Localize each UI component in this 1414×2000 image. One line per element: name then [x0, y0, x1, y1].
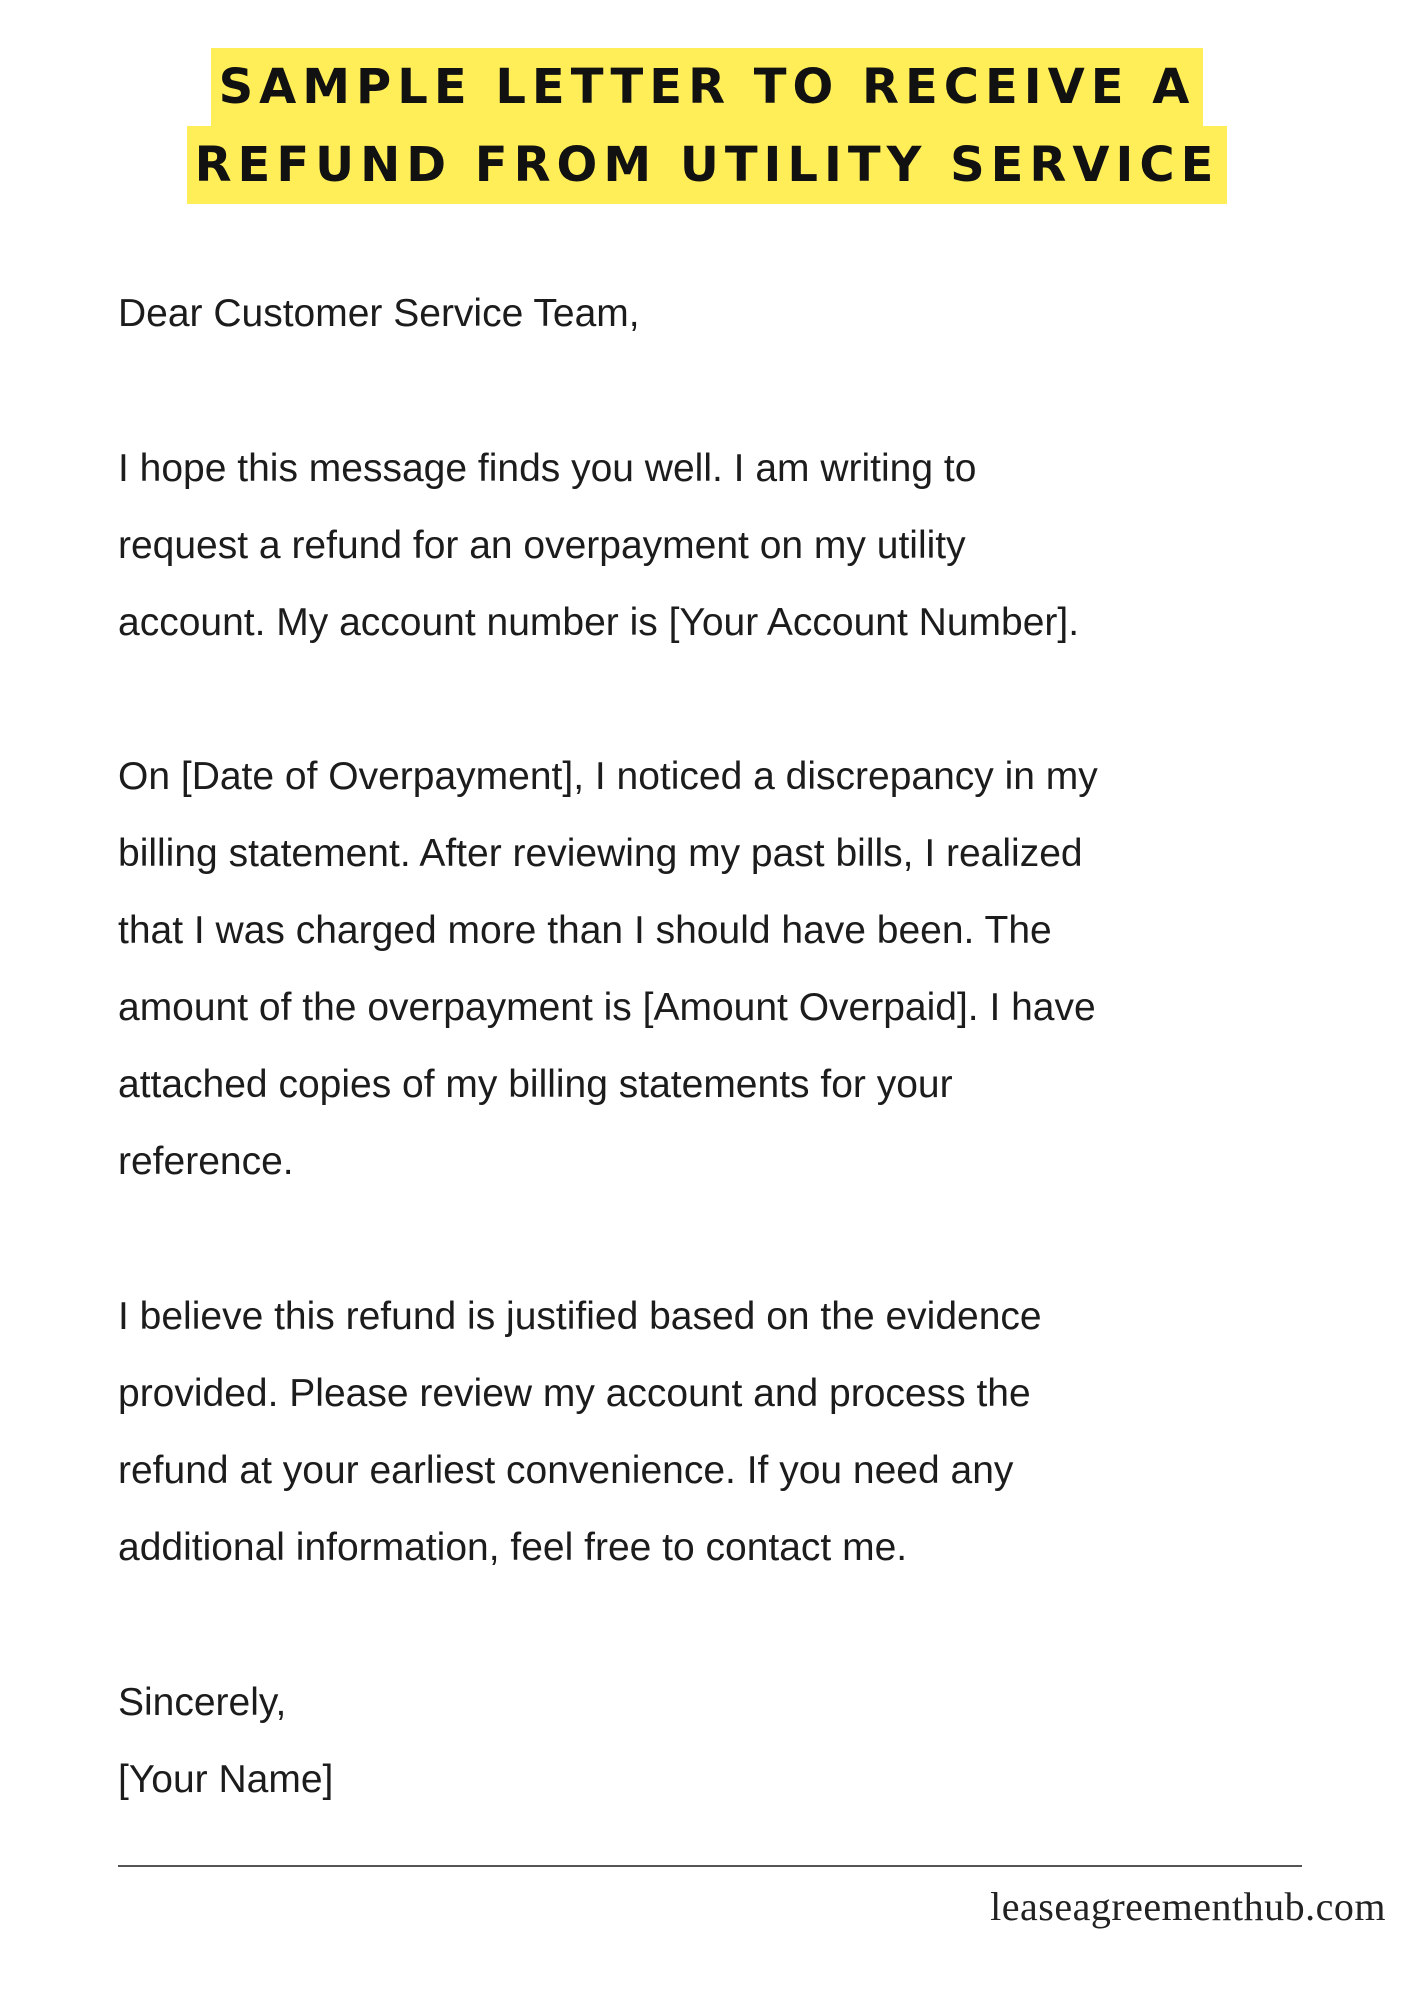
closing-text: Sincerely, [118, 1681, 287, 1724]
paragraph-line: provided. Please review my account and process the [118, 1372, 1031, 1415]
paragraph-line: billing statement. After reviewing my past bills, I realized [118, 832, 1083, 875]
paragraph-1 [118, 430, 1358, 661]
paragraph-line: refund at your earliest convenience. If you need any [118, 1449, 1014, 1492]
salutation: Dear Customer Service Team, [118, 292, 640, 335]
paragraph-line: attached copies of my billing statements for your [118, 1063, 953, 1106]
footer-divider [118, 1865, 1302, 1867]
closing [118, 1664, 1358, 1818]
paragraph-line: request a refund for an overpayment on my utility [118, 524, 966, 567]
paragraph-3 [118, 1278, 1358, 1586]
footer-site: leaseagreementhub.com [990, 1884, 1386, 1929]
title-line-2: REFUND FROM UTILITY SERVICE [187, 126, 1228, 204]
signature-placeholder: [Your Name] [118, 1758, 334, 1801]
paragraph-line: reference. [118, 1140, 294, 1183]
title-line-1: SAMPLE LETTER TO RECEIVE A [211, 48, 1204, 126]
paragraph-2 [118, 738, 1358, 1200]
paragraph-line: I hope this message finds you well. I am writing to [118, 447, 977, 490]
paragraph-line: On [Date of Overpayment], I noticed a discrepancy in my [118, 755, 1098, 798]
paragraph-line: I believe this refund is justified based on the evidence [118, 1295, 1042, 1338]
letter-title [0, 48, 1414, 204]
paragraph-line: that I was charged more than I should have been. The [118, 909, 1052, 952]
paragraph-line: amount of the overpayment is [Amount Overpaid]. I have [118, 986, 1096, 1029]
paragraph-line: additional information, feel free to contact me. [118, 1526, 908, 1569]
paragraph-line: account. My account number is [Your Account Number]. [118, 601, 1080, 644]
